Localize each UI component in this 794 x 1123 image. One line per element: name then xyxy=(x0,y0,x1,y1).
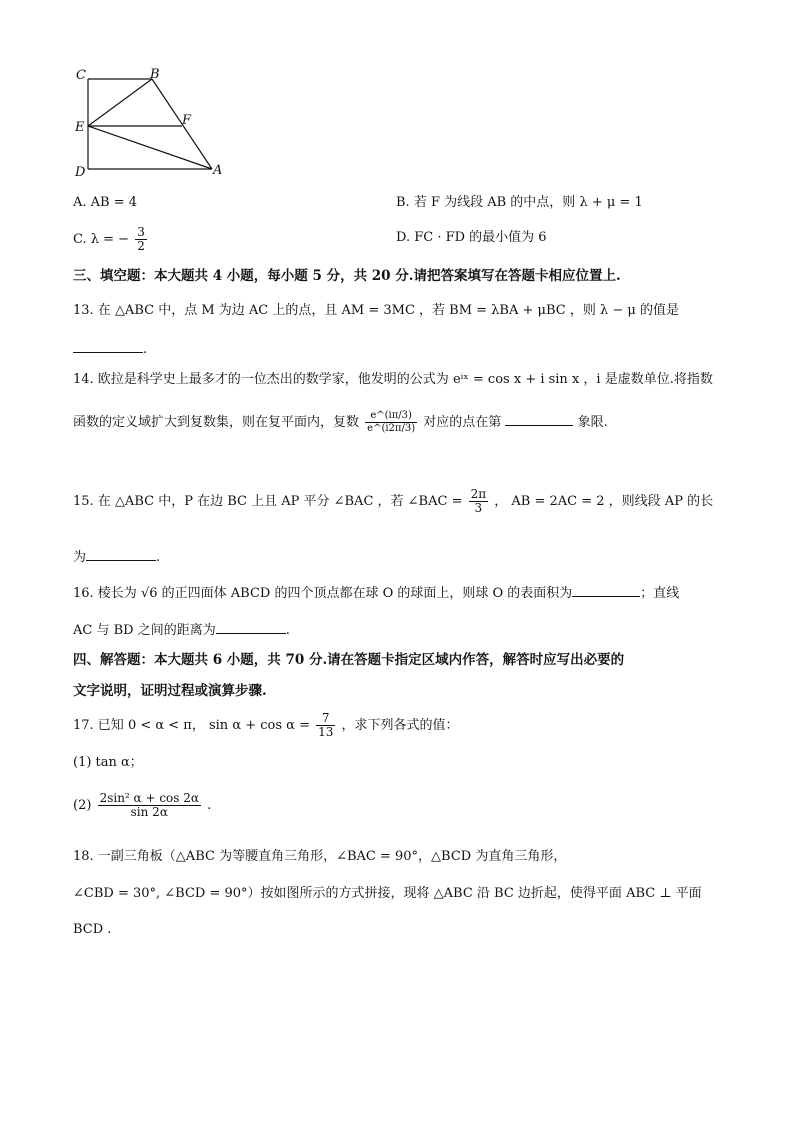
q17-frac-num: 7 xyxy=(316,712,335,726)
option-c-fraction xyxy=(135,226,147,253)
section3-heading: 三、填空题：本大题共 4 小题，每小题 5 分，共 20 分.请把答案填写在答题卡相应位置上. xyxy=(73,268,621,284)
label-f: F xyxy=(182,113,192,128)
q14-frac-num: e^(iπ/3) xyxy=(365,410,417,423)
q15-line2 xyxy=(73,548,160,566)
q15-fraction xyxy=(469,488,489,515)
q16-line2-prefix: AC 与 BD 之间的距离为 xyxy=(73,623,216,638)
q13-line2 xyxy=(73,340,147,358)
q17-line1 xyxy=(73,712,459,739)
q18-line2: ∠CBD = 30°, ∠BCD = 90°）按如图所示的方式拼接，现将 △ABC 沿 BC 边折起，使得平面 ABC ⊥ 平面 xyxy=(73,886,702,901)
section4-heading-line1: 四、解答题：本大题共 6 小题，共 70 分.请在答题卡指定区域内作答，解答时应写出必要的 xyxy=(73,652,625,668)
label-d: D xyxy=(75,165,86,180)
q15-suffix: ， AB = 2AC = 2 ，则线段 AP 的长 xyxy=(494,494,714,509)
label-e: E xyxy=(75,120,85,135)
q16-suffix: ；直线 xyxy=(640,586,680,601)
segment-eb xyxy=(88,79,152,126)
q14-line2 xyxy=(73,410,608,435)
q17-suffix: ，求下列各式的值： xyxy=(341,718,459,733)
option-d: D. FC · FD 的最小值为 6 xyxy=(396,230,547,245)
q17-fraction xyxy=(316,712,335,739)
q15-answer-blank[interactable] xyxy=(86,548,156,561)
q13-answer-blank[interactable] xyxy=(73,340,143,353)
q18-line1: 18. 一副三角板（△ABC 为等腰直角三角形，∠BAC = 90°，△BCD 为直角三角形， xyxy=(73,849,567,864)
q14-frac-den: e^(i2π/3) xyxy=(367,423,416,434)
q15-prefix: 15. 在 △ABC 中，P 在边 BC 上且 AP 平分 ∠BAC ，若 ∠BAC = xyxy=(73,494,463,509)
option-c-num: 3 xyxy=(137,225,145,239)
option-b: B. 若 F 为线段 AB 的中点，则 λ + μ = 1 xyxy=(396,195,643,210)
option-c-prefix: C. λ = − xyxy=(73,232,130,247)
option-a: A. AB = 4 xyxy=(73,195,138,210)
q13-end: . xyxy=(143,342,148,357)
q14-answer-blank[interactable] xyxy=(505,413,573,426)
label-a: A xyxy=(213,163,223,178)
q16-line2 xyxy=(73,621,290,639)
q17-part1: (1) tan α； xyxy=(73,755,143,770)
q14-line2-suffix: 对应的点在第 xyxy=(423,415,502,430)
q16-blank-distance[interactable] xyxy=(216,621,286,634)
q15-frac-num: 2π xyxy=(470,487,487,501)
q16-line2-end: . xyxy=(285,623,290,638)
q16-blank-area[interactable] xyxy=(572,584,640,597)
option-c xyxy=(73,226,149,253)
q17-part2-prefix: (2) xyxy=(73,798,92,813)
q15-frac-den: 3 xyxy=(474,501,483,515)
q17-frac-den: 13 xyxy=(318,725,334,739)
section4-heading-line2: 文字说明，证明过程或演算步骤. xyxy=(73,683,267,699)
q17-prefix: 17. 已知 0 < α < π， sin α + cos α = xyxy=(73,718,310,733)
q18-line3: BCD . xyxy=(73,922,112,937)
q17-part2-fraction xyxy=(98,792,201,819)
q15-line2-end: . xyxy=(156,550,161,565)
q14-line1: 14. 欧拉是科学史上最多才的一位杰出的数学家，他发明的公式为 eⁱˣ = cos x + i sin x ，i 是虚数单位.将指数 xyxy=(73,372,713,387)
q17-part2-num: 2sin² α + cos 2α xyxy=(99,791,199,805)
q15-line2-prefix: 为 xyxy=(73,550,87,565)
q17-part2-end: . xyxy=(207,798,212,813)
q13-line1: 13. 在 △ABC 中，点 M 为边 AC 上的点，且 AM = 3MC ，若 BM = λBA + μBC ，则 λ − μ 的值是 xyxy=(73,303,679,318)
q15-line1 xyxy=(73,488,713,515)
label-b: B xyxy=(150,67,160,82)
q16-prefix: 16. 棱长为 √6 的正四面体 ABCD 的四个顶点都在球 O 的球面上，则球 O 的表面积为 xyxy=(73,586,573,601)
geometry-figure xyxy=(70,64,230,182)
q17-part2-den: sin 2α xyxy=(130,805,168,819)
q17-part2 xyxy=(73,792,211,819)
q14-line2-prefix: 函数的定义域扩大到复数集，则在复平面内，复数 xyxy=(73,415,360,430)
segment-ea xyxy=(88,126,212,169)
q16-line1 xyxy=(73,584,679,602)
q14-line2-end: 象限. xyxy=(577,415,608,430)
option-c-den: 2 xyxy=(137,239,145,253)
q14-fraction xyxy=(365,410,417,435)
label-c: C xyxy=(76,68,86,83)
